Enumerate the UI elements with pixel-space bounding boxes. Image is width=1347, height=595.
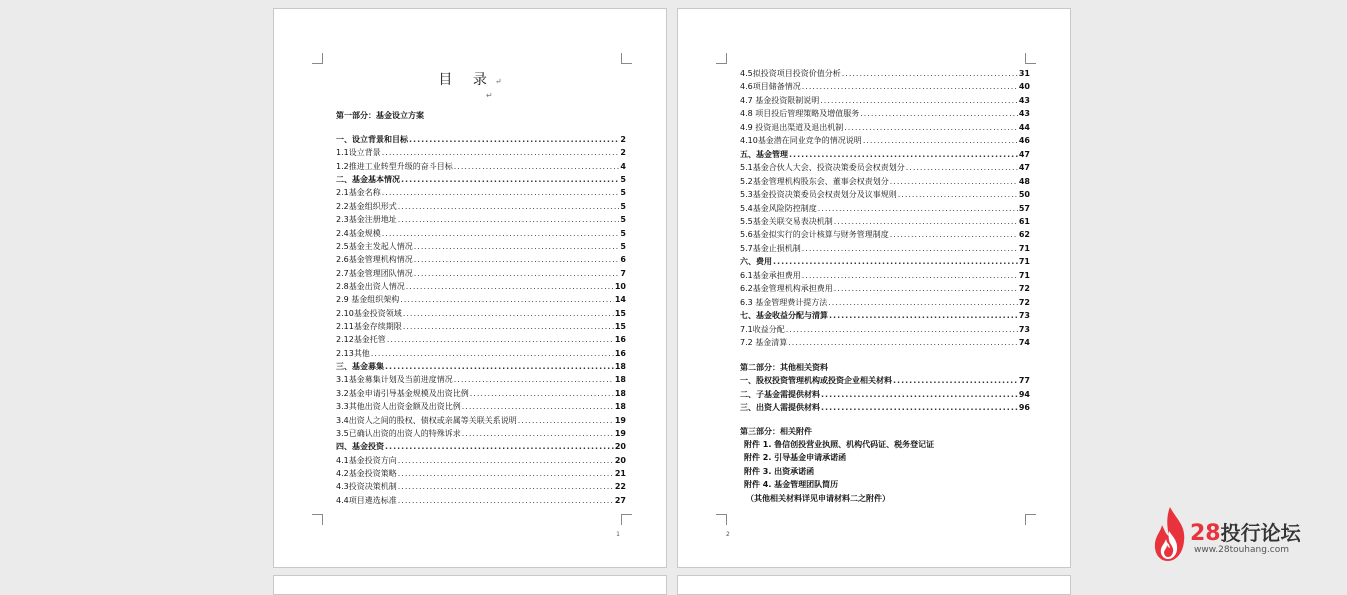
toc-entry-text: 4.2基金投资策略: [336, 469, 397, 478]
margin-corner-top-right: [1025, 53, 1036, 64]
toc-leader-dots: [820, 94, 1018, 107]
toc-leader-dots: [454, 160, 620, 173]
toc-entry-page: 20: [614, 442, 626, 452]
toc-leader-dots: [844, 121, 1018, 134]
toc-leader-dots: [382, 186, 620, 199]
margin-corner-top-left: [716, 53, 727, 64]
toc-entry-text: 二、基金基本情况: [336, 175, 400, 185]
toc-entry-text: 2.12基金托管: [336, 335, 386, 345]
toc-entry-text: 一、设立背景和目标: [336, 135, 408, 144]
toc-entry-text: 七、基金收益分配与清算: [740, 311, 828, 321]
toc-entry[interactable]: [740, 282, 1030, 295]
toc-entry-page: 5: [620, 201, 626, 211]
toc-entry-text: 6.2基金管理机构承担费用: [740, 284, 833, 294]
part-heading: 第一部分：基金设立方案: [336, 111, 424, 120]
toc-entry-page: 20: [614, 455, 626, 465]
toc-entry[interactable]: [740, 121, 1030, 134]
toc-entry-page: 50: [1018, 190, 1030, 200]
toc-entry-page: 96: [1018, 403, 1030, 412]
toc-entry-text: 4.8 项目投后管理策略及增值服务: [740, 109, 860, 119]
toc-entry-text: 2.8基金出资人情况: [336, 281, 405, 291]
paragraph-mark: ↵: [494, 77, 502, 86]
toc-entry[interactable]: [740, 336, 1030, 349]
toc-entry[interactable]: [740, 401, 1030, 414]
toc-entry-text: 1.1设立背景: [336, 148, 381, 158]
toc-entry-page: 16: [614, 348, 626, 358]
margin-corner-bottom-left: [312, 514, 323, 525]
toc-entry-text: 2.13其他: [336, 348, 370, 358]
toc-entry-page: 18: [614, 375, 626, 385]
toc-leader-dots: [860, 107, 1018, 120]
toc-entry-page: 18: [614, 362, 626, 372]
toc-entry-page: 5: [620, 188, 626, 198]
toc-entry-page: 15: [614, 308, 626, 318]
toc-leader-dots: [890, 228, 1018, 241]
toc-entry-text: 4.6项目储备情况: [740, 82, 801, 92]
paragraph-mark: ↵: [486, 91, 493, 100]
toc-entry[interactable]: [740, 67, 1030, 80]
toc-entry-text: 3.3其他出资人出资金额及出资比例: [336, 402, 461, 412]
toc-entry-page: 77: [1018, 376, 1030, 385]
toc-entry-text: 6.1基金承担费用: [740, 270, 801, 280]
toc-leader-dots: [802, 242, 1018, 255]
toc-entry-text: 5.5基金关联交易表决机制: [740, 216, 833, 226]
toc-entry-text: 3.4出资人之间的股权、债权或亲属等关联关系说明: [336, 415, 517, 425]
toc-entry[interactable]: [740, 388, 1030, 401]
toc-entry-page: 5: [620, 215, 626, 225]
toc-entry-text: 2.9 基金组织架构: [336, 295, 400, 305]
toc-entry-page: 27: [614, 495, 626, 505]
toc-entry[interactable]: [740, 80, 1030, 93]
attachment-item: 附件 3. 出资承诺函: [744, 466, 815, 476]
toc-entry-text: 4.3投资决策机制: [336, 482, 397, 492]
toc-entry-page: 18: [614, 388, 626, 398]
document-page-1: [273, 8, 667, 568]
toc-entry-page: 5: [620, 228, 626, 238]
toc-entry-text: 5.4基金风险防控制度: [740, 203, 817, 213]
margin-corner-bottom-right: [1025, 514, 1036, 525]
toc-entry-page: 7: [620, 268, 626, 278]
toc-entry-page: 48: [1018, 176, 1030, 186]
toc-leader-dots: [821, 388, 1018, 401]
toc-entry-text: 5.1基金合伙人大会、投资决策委员会权责划分: [740, 163, 905, 173]
toc-entry[interactable]: [740, 228, 1030, 241]
toc-leader-dots: [401, 173, 619, 186]
toc-entry[interactable]: [336, 240, 626, 253]
toc-entry-page: 71: [1018, 270, 1030, 280]
toc-entry[interactable]: [336, 387, 626, 400]
toc-entry-page: 31: [1018, 69, 1030, 78]
site-logo: [1150, 505, 1340, 565]
attachment-item: （其他相关材料详见申请材料二之附件）: [746, 493, 890, 503]
toc-entry-text: 2.7基金管理团队情况: [336, 268, 413, 278]
toc-entry[interactable]: [336, 253, 626, 266]
toc-entry[interactable]: [336, 227, 626, 240]
toc-entry[interactable]: [740, 215, 1030, 228]
toc-leader-dots: [371, 347, 614, 360]
toc-leader-dots: [398, 480, 614, 493]
part2-heading: 第二部分：其他相关资料: [740, 363, 828, 372]
toc-entry[interactable]: [336, 320, 626, 333]
toc-entry[interactable]: [336, 333, 626, 346]
toc-entry[interactable]: [336, 467, 626, 480]
toc-leader-dots: [890, 175, 1018, 188]
toc-entry-page: 57: [1018, 203, 1030, 213]
toc-entry-page: 2: [620, 148, 626, 158]
toc-title: 目 录↵: [438, 72, 502, 88]
toc-entry[interactable]: [336, 160, 626, 173]
toc-entry-text: 5.3基金投资决策委员会权责划分及议事规则: [740, 190, 897, 200]
toc-entry[interactable]: [336, 480, 626, 493]
page-number: 1: [616, 531, 620, 538]
attachment-item: 附件 4. 基金管理团队简历: [744, 480, 839, 490]
toc-entry[interactable]: [336, 280, 626, 293]
toc-entry-text: 1.2推进工业转型升级的奋斗目标: [336, 161, 453, 171]
margin-corner-bottom-right: [621, 514, 632, 525]
toc-entry-text: 4.1基金投资方向: [336, 455, 397, 465]
toc-entry[interactable]: [336, 360, 626, 373]
margin-corner-top-right: [621, 53, 632, 64]
toc-entry-text: 5.6基金拟实行的会计核算与财务管理制度: [740, 230, 889, 240]
toc-entry-text: 三、基金募集: [336, 362, 384, 372]
toc-leader-dots: [400, 293, 614, 306]
toc-entry-page: 46: [1018, 136, 1030, 146]
toc-entry-page: 10: [614, 281, 626, 291]
toc-entry-page: 6: [620, 255, 626, 265]
document-page-3-top: [273, 575, 667, 595]
toc-leader-dots: [398, 494, 614, 507]
toc-entry[interactable]: [336, 173, 626, 186]
toc-entry-page: 22: [614, 482, 626, 492]
toc-entry-page: 71: [1018, 257, 1030, 267]
toc-entry-page: 4: [620, 161, 626, 171]
toc-leader-dots: [382, 146, 620, 159]
toc-entry-page: 2: [620, 135, 626, 144]
toc-entry[interactable]: [336, 200, 626, 213]
toc-entry[interactable]: [740, 374, 1030, 387]
toc-entry-page: 47: [1018, 149, 1030, 159]
toc-entry-text: 2.11基金存续期限: [336, 322, 402, 332]
toc-entry-text: 3.2基金申请引导基金规模及出资比例: [336, 388, 469, 398]
toc-leader-dots: [470, 387, 614, 400]
toc-leader-dots: [403, 307, 614, 320]
toc-entry-text: 4.9 投资退出渠道及退出机制: [740, 122, 844, 132]
toc-entry[interactable]: [336, 414, 626, 427]
toc-entry-page: 15: [614, 322, 626, 332]
logo-url: www.28touhang.com: [1194, 545, 1290, 555]
toc-leader-dots: [414, 253, 620, 266]
toc-entry-text: 五、基金管理: [740, 149, 788, 159]
toc-entry-text: 2.6基金管理机构情况: [336, 255, 413, 265]
toc-entry-text: 2.10基金投资领域: [336, 308, 402, 318]
toc-entry[interactable]: [740, 309, 1030, 322]
page-number: 2: [726, 531, 730, 538]
toc-leader-dots: [842, 67, 1018, 80]
toc-entry-page: 71: [1018, 243, 1030, 253]
toc-entry[interactable]: [336, 293, 626, 306]
flame-icon: [1150, 505, 1190, 563]
toc-leader-dots: [454, 373, 614, 386]
toc-entry[interactable]: [336, 440, 626, 453]
toc-entry-text: 2.3基金注册地址: [336, 215, 397, 225]
toc-leader-dots: [818, 202, 1018, 215]
toc-entry-page: 73: [1018, 324, 1030, 334]
document-page-4-top: [677, 575, 1071, 595]
toc-entry-page: 40: [1018, 82, 1030, 92]
attachment-item: 附件 2. 引导基金申请承诺函: [744, 453, 847, 463]
toc-entry-page: 72: [1018, 297, 1030, 307]
toc-entry-text: 四、基金投资: [336, 442, 384, 452]
toc-leader-dots: [406, 280, 614, 293]
toc-entry-page: 16: [614, 335, 626, 345]
toc-leader-dots: [788, 336, 1018, 349]
toc-leader-dots: [773, 255, 1018, 268]
toc-entry-text: 4.4项目遴选标准: [336, 495, 397, 505]
toc-entry[interactable]: [336, 494, 626, 507]
toc-entry-page: 94: [1018, 389, 1030, 399]
toc-leader-dots: [821, 401, 1018, 414]
toc-entry-text: 2.2基金组织形式: [336, 201, 397, 211]
toc-entry-page: 61: [1018, 216, 1030, 226]
toc-entry-text: 4.7 基金投资限制说明: [740, 95, 820, 105]
toc-entry-page: 74: [1018, 338, 1030, 347]
toc-entry-text: 5.7基金止损机制: [740, 243, 801, 253]
toc-leader-dots: [898, 188, 1018, 201]
toc-entry-page: 19: [614, 428, 626, 438]
toc-leader-dots: [414, 267, 620, 280]
toc-leader-dots: [409, 133, 619, 146]
toc-leader-dots: [893, 374, 1018, 387]
toc-entry-text: 六、费用: [740, 257, 772, 267]
toc-entry[interactable]: [740, 148, 1030, 161]
toc-leader-dots: [829, 309, 1018, 322]
margin-corner-bottom-left: [716, 514, 727, 525]
toc-entry[interactable]: [740, 323, 1030, 336]
toc-leader-dots: [385, 360, 614, 373]
margin-corner-top-left: [312, 53, 323, 64]
toc-entry-page: 19: [614, 415, 626, 425]
toc-leader-dots: [385, 440, 614, 453]
toc-entry[interactable]: [740, 94, 1030, 107]
toc-entry[interactable]: [740, 202, 1030, 215]
toc-entry-text: 2.1基金名称: [336, 188, 381, 198]
toc-entry-text: 二、子基金需提供材料: [740, 389, 820, 399]
toc-entry-text: 7.2 基金清算: [740, 338, 788, 347]
part3-heading: 第三部分：相关附件: [740, 427, 812, 436]
toc-entry[interactable]: [336, 133, 626, 146]
toc-leader-dots: [414, 240, 620, 253]
toc-entry-text: 一、股权投资管理机构或投资企业相关材料: [740, 376, 892, 385]
toc-entry-text: 2.4基金规模: [336, 228, 381, 238]
toc-entry[interactable]: [336, 400, 626, 413]
toc-leader-dots: [906, 161, 1018, 174]
toc-leader-dots: [802, 80, 1018, 93]
toc-entry[interactable]: [336, 186, 626, 199]
toc-entry[interactable]: [336, 307, 626, 320]
toc-leader-dots: [462, 400, 614, 413]
document-page-2: [677, 8, 1071, 568]
toc-entry[interactable]: [336, 427, 626, 440]
toc-entry-text: 6.3 基金管理费计提方法: [740, 297, 828, 307]
toc-entry[interactable]: [740, 188, 1030, 201]
toc-leader-dots: [382, 227, 620, 240]
toc-leader-dots: [786, 323, 1018, 336]
toc-entry-page: 5: [620, 175, 626, 185]
toc-leader-dots: [802, 269, 1018, 282]
toc-entry-page: 43: [1018, 95, 1030, 105]
toc-entry[interactable]: [740, 134, 1030, 147]
logo-text: 28投行论坛: [1190, 521, 1301, 546]
toc-leader-dots: [834, 282, 1018, 295]
toc-leader-dots: [398, 467, 614, 480]
toc-entry-page: 21: [614, 469, 626, 478]
toc-entry[interactable]: [336, 213, 626, 226]
toc-leader-dots: [398, 454, 614, 467]
toc-entry-text: 5.2基金管理机构股东会、董事会权责划分: [740, 176, 889, 186]
toc-entry-text: 3.5已确认出资的出资人的特殊诉求: [336, 428, 461, 438]
attachment-item: 附件 1. 鲁信创投营业执照、机构代码证、税务登记证: [744, 440, 935, 449]
toc-entry-page: 18: [614, 402, 626, 412]
toc-leader-dots: [398, 200, 620, 213]
toc-leader-dots: [828, 296, 1018, 309]
toc-entry[interactable]: [740, 296, 1030, 309]
toc-entry-text: 4.10基金潜在同业竞争的情况说明: [740, 136, 862, 146]
toc-entry-page: 73: [1018, 311, 1030, 321]
toc-entry[interactable]: [740, 161, 1030, 174]
toc-leader-dots: [387, 333, 614, 346]
toc-leader-dots: [518, 414, 614, 427]
toc-entry-text: 7.1收益分配: [740, 324, 785, 334]
toc-entry[interactable]: [336, 454, 626, 467]
toc-entry[interactable]: [740, 255, 1030, 268]
toc-leader-dots: [834, 215, 1018, 228]
toc-entry-page: 14: [614, 295, 626, 305]
toc-entry[interactable]: [740, 175, 1030, 188]
toc-entry[interactable]: [740, 107, 1030, 120]
toc-entry[interactable]: [336, 373, 626, 386]
toc-leader-dots: [462, 427, 614, 440]
toc-leader-dots: [403, 320, 614, 333]
toc-leader-dots: [863, 134, 1018, 147]
toc-entry-page: 72: [1018, 284, 1030, 294]
toc-entry-page: 47: [1018, 163, 1030, 173]
toc-entry[interactable]: [336, 146, 626, 159]
toc-entry-text: 三、出资人需提供材料: [740, 403, 820, 412]
toc-entry-page: 43: [1018, 109, 1030, 119]
toc-entry-text: 3.1基金募集计划及当前进度情况: [336, 375, 453, 385]
toc-leader-dots: [398, 213, 620, 226]
toc-entry-text: 4.5拟投资项目投资价值分析: [740, 69, 841, 78]
toc-entry[interactable]: [336, 267, 626, 280]
toc-entry-page: 62: [1018, 230, 1030, 240]
toc-entry-page: 5: [620, 241, 626, 251]
toc-entry[interactable]: [740, 269, 1030, 282]
toc-entry[interactable]: [740, 242, 1030, 255]
toc-leader-dots: [789, 148, 1018, 161]
toc-entry[interactable]: [336, 347, 626, 360]
toc-entry-page: 44: [1018, 122, 1030, 132]
toc-entry-text: 2.5基金主发起人情况: [336, 241, 413, 251]
